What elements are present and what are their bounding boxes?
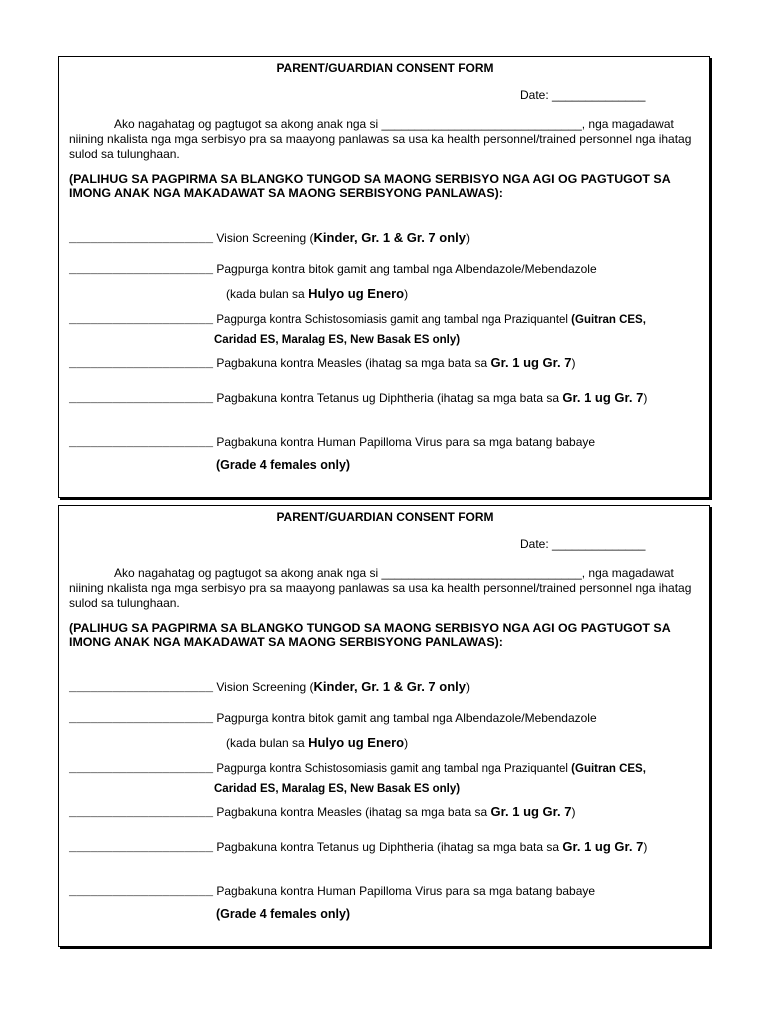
service-label: Pagpurga kontra Schistosomiasis gamit ang tambal nga Praziquantel [216,314,572,326]
signature-blank: ____________________ [69,392,214,406]
signature-blank: ____________________ [69,762,214,776]
service-item-vision-screening [69,679,470,695]
consent-statement-rest: niining nkalista nga mga serbisyo pra sa maayong panlawas sa usa ka health personnel/trained personnel nga ihatag sulod sa tulunghaan. [69,581,692,610]
service-label: Pagbakuna kontra Measles (ihatag sa mga bata sa [216,805,491,819]
service-label: Pagbakuna kontra Measles (ihatag sa mga bata sa [216,356,491,370]
service-item-tetanus-diphtheria [69,839,647,855]
consent-statement [69,566,697,611]
service-item-hpv [69,884,595,899]
service-grade-note: Gr. 1 ug Gr. 7 [562,390,644,405]
service-grade-note: (Grade 4 females only) [216,907,351,921]
consent-statement-rest: niining nkalista nga mga serbisyo pra sa maayong panlawas sa usa ka health personnel/trained personnel nga ihatag sulod sa tulunghaan. [69,132,692,161]
service-label-tail: ) [571,356,576,370]
service-school-note: (Guitran CES, [571,763,646,775]
service-label-tail: ) [466,231,470,245]
service-item-deworming [69,711,597,726]
service-schedule-months: Hulyo ug Enero [308,286,405,301]
signature-blank: ____________________ [69,313,214,327]
service-schedule-tail: ) [404,736,409,750]
service-label: Pagbakuna kontra Human Papilloma Virus para sa mga batang babaye [216,884,596,898]
consent-form-bottom [58,505,710,947]
service-item-tetanus-diphtheria [69,390,647,406]
service-grade-note: Kinder, Gr. 1 & Gr. 7 only [313,230,466,245]
service-schedule-note [226,286,408,301]
service-item-schistosomiasis [69,312,646,327]
consent-form-top [58,56,710,498]
service-item-measles [69,804,575,820]
signing-instruction: (PALIHUG SA PAGPIRMA SA BLANGKO TUNGOD SA MAONG SERBISYO NGA AGI OG PAGTUGOT SA IMONG ANAK NGA MAKADAWAT SA MAONG SERBISYONG PANLAWAS): [69,621,671,649]
service-grade-note: Gr. 1 ug Gr. 7 [490,804,572,819]
service-grade-note: Gr. 1 ug Gr. 7 [562,839,644,854]
service-label: Pagpurga kontra Schistosomiasis gamit ang tambal nga Praziquantel [216,763,572,775]
service-label: Vision Screening ( [216,680,314,694]
service-label-tail: ) [571,805,576,819]
signature-blank: ____________________ [69,681,214,695]
signature-blank: ____________________ [69,436,214,450]
service-item-deworming [69,262,597,277]
date-field: Date: ______________ [520,88,646,102]
form-title: PARENT/GUARDIAN CONSENT FORM [276,510,494,524]
signature-blank: ____________________ [69,806,214,820]
service-schedule-months: Hulyo ug Enero [308,735,405,750]
consent-statement [69,117,697,162]
signature-blank: ____________________ [69,841,214,855]
service-label: Pagbakuna kontra Human Papilloma Virus para sa mga batang babaye [216,435,596,449]
service-item-schistosomiasis [69,761,646,776]
service-schedule-lead: (kada bulan sa [226,287,309,301]
form-title: PARENT/GUARDIAN CONSENT FORM [276,61,494,75]
service-label-tail: ) [643,840,648,854]
service-label-tail: ) [643,391,648,405]
consent-statement-lead: Ako nagahatag og pagtugot sa akong anak nga si ______________________________, nga magadawat [114,566,674,580]
service-item-measles [69,355,575,371]
date-field: Date: ______________ [520,537,646,551]
signing-instruction: (PALIHUG SA PAGPIRMA SA BLANGKO TUNGOD SA MAONG SERBISYO NGA AGI OG PAGTUGOT SA IMONG ANAK NGA MAKADAWAT SA MAONG SERBISYONG PANLAWAS): [69,172,671,200]
service-item-vision-screening [69,230,470,246]
service-item-hpv [69,435,595,450]
signature-blank: ____________________ [69,232,214,246]
service-grade-note: (Grade 4 females only) [216,458,351,472]
service-grade-note: Gr. 1 ug Gr. 7 [490,355,572,370]
service-school-note-continued: Caridad ES, Maralag ES, New Basak ES only) [214,334,461,346]
signature-blank: ____________________ [69,263,214,277]
service-label: Pagbakuna kontra Tetanus ug Diphtheria (ihatag sa mga bata sa [216,840,563,854]
service-label: Vision Screening ( [216,231,314,245]
service-schedule-tail: ) [404,287,409,301]
service-grade-note: Kinder, Gr. 1 & Gr. 7 only [313,679,466,694]
consent-statement-lead: Ako nagahatag og pagtugot sa akong anak nga si ______________________________, nga magadawat [114,117,674,131]
signature-blank: ____________________ [69,357,214,371]
signature-blank: ____________________ [69,712,214,726]
service-label: Pagpurga kontra bitok gamit ang tambal nga Albendazole/Mebendazole [216,262,597,276]
service-schedule-lead: (kada bulan sa [226,736,309,750]
service-school-note-continued: Caridad ES, Maralag ES, New Basak ES only) [214,783,461,795]
service-label: Pagpurga kontra bitok gamit ang tambal nga Albendazole/Mebendazole [216,711,597,725]
service-label: Pagbakuna kontra Tetanus ug Diphtheria (ihatag sa mga bata sa [216,391,563,405]
service-school-note: (Guitran CES, [571,314,646,326]
signature-blank: ____________________ [69,885,214,899]
service-label-tail: ) [466,680,470,694]
service-schedule-note [226,735,408,750]
